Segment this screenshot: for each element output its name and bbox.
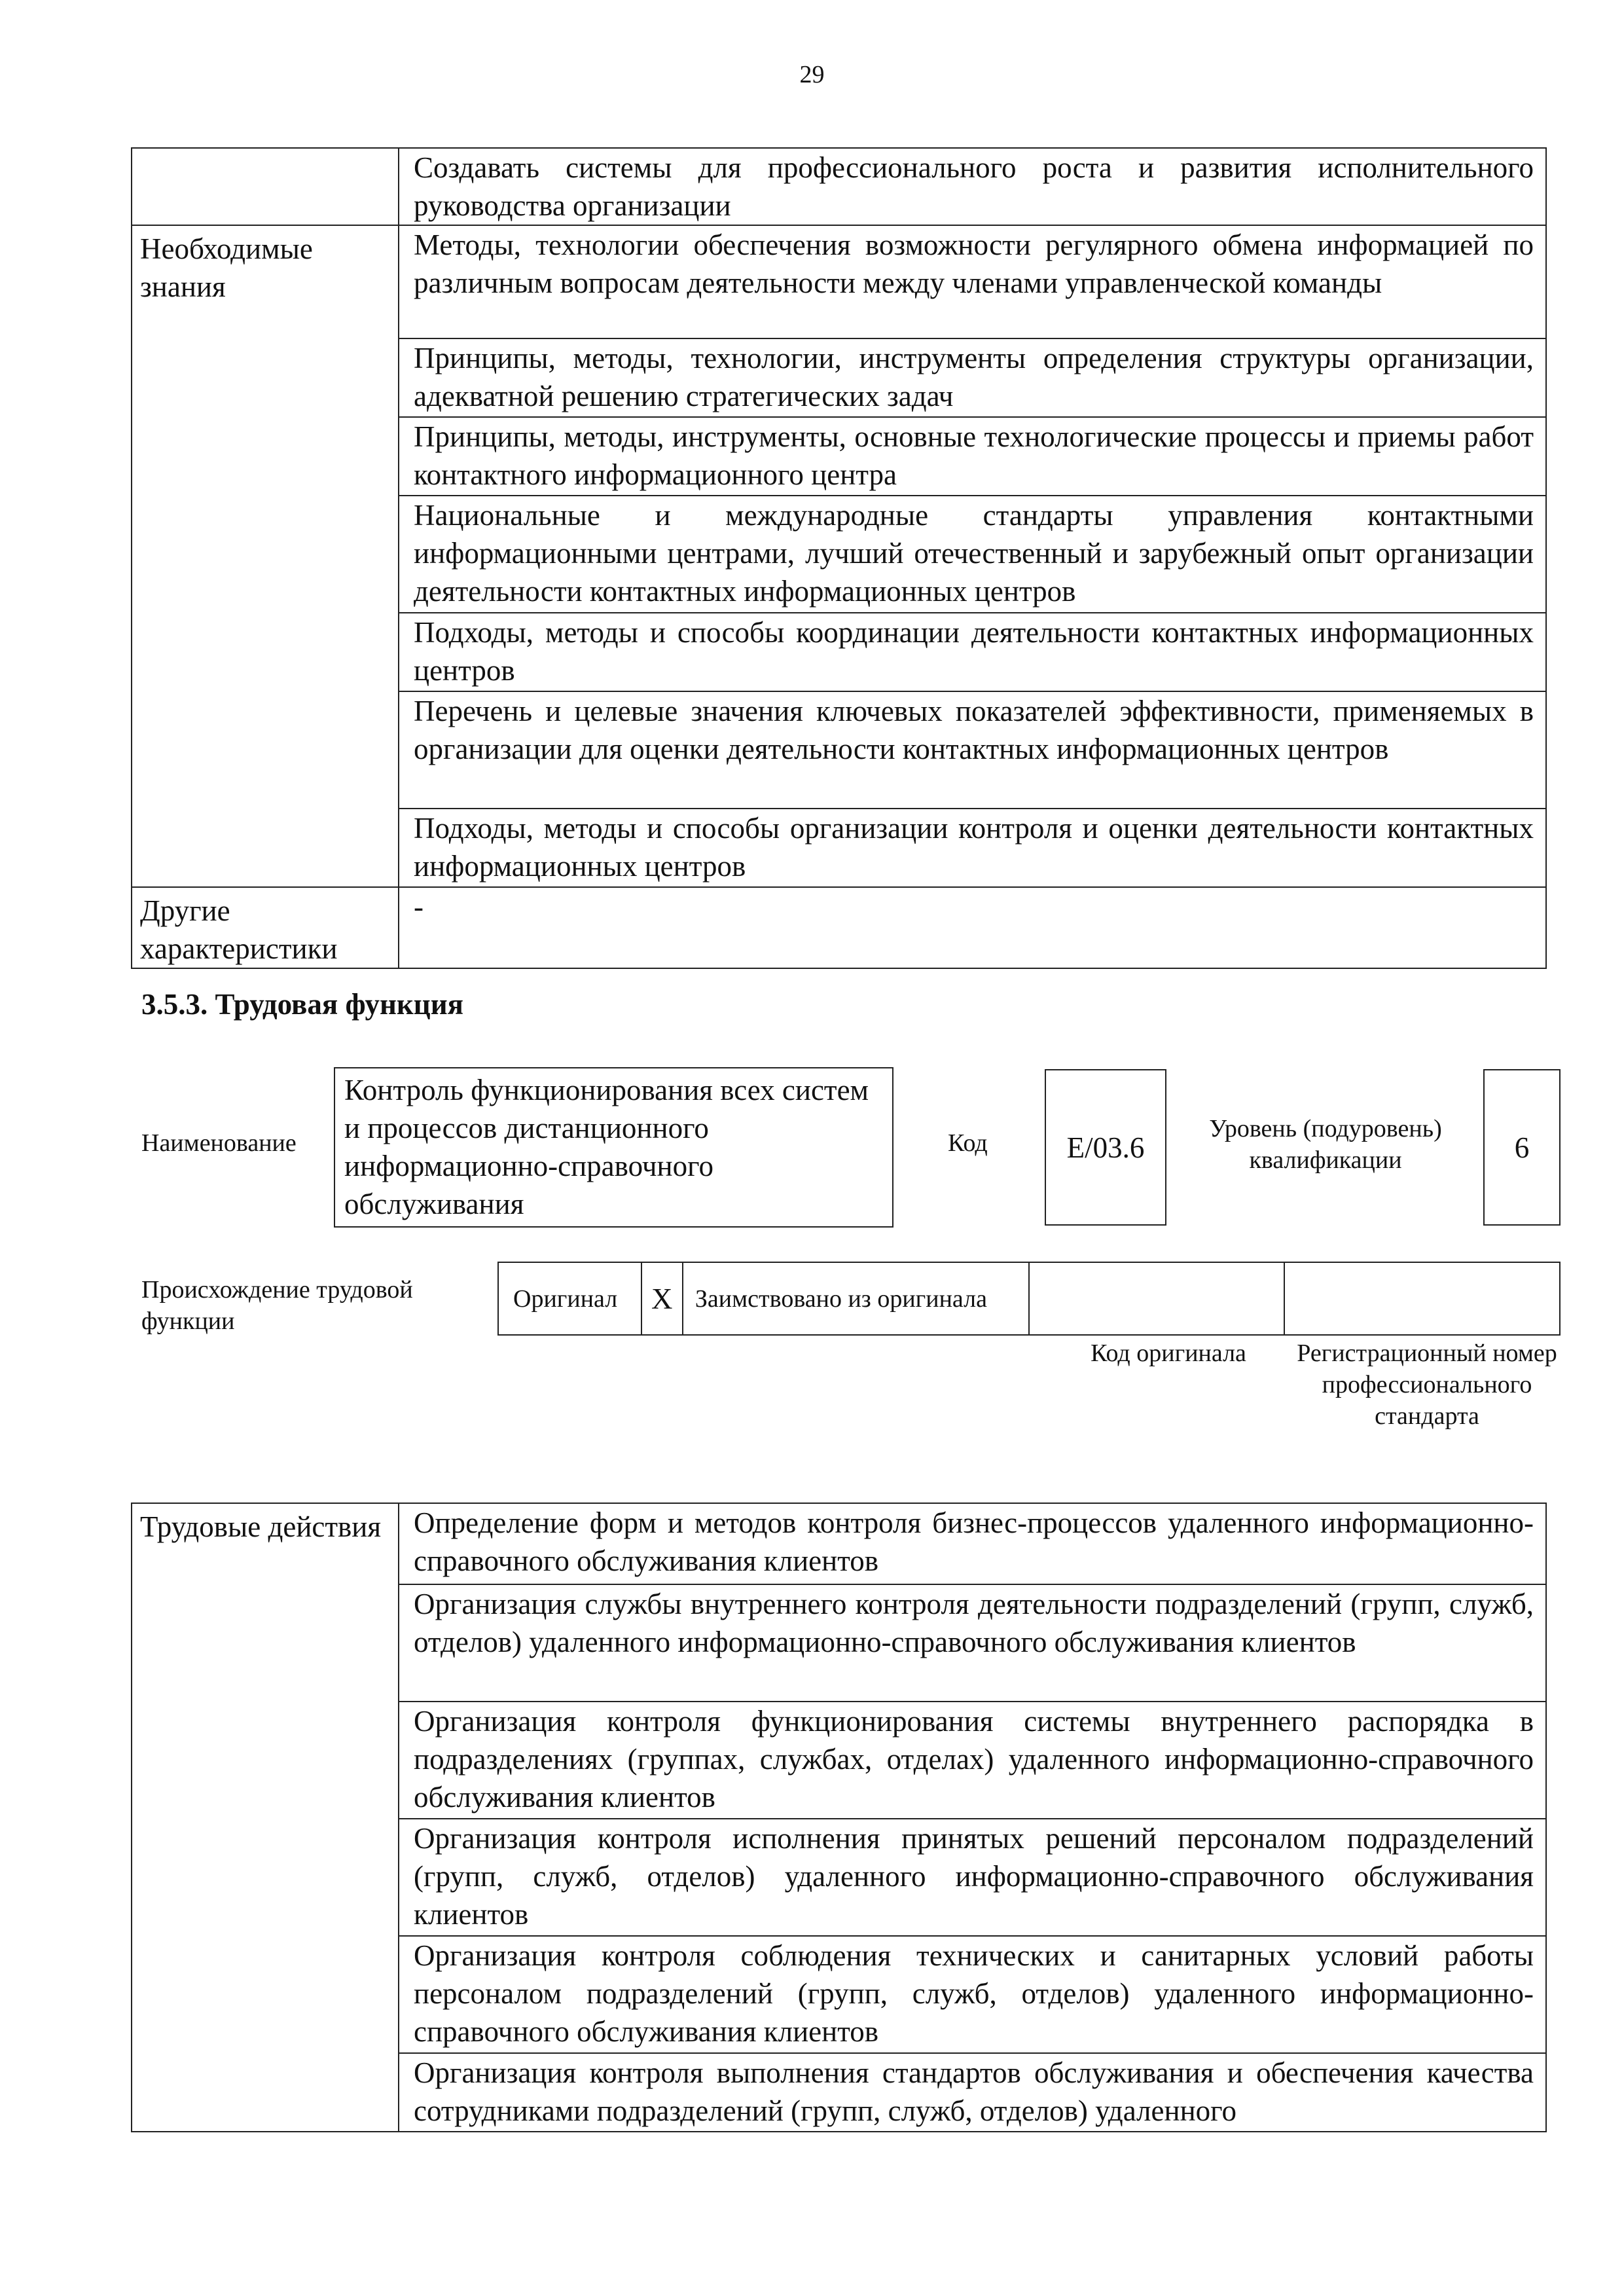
original-mark: X xyxy=(641,1262,683,1335)
row-label-empty xyxy=(132,148,399,225)
knowledge-item: Перечень и целевые значения ключевых показателей эффективности, применяемых в организации для оценки деятельности контактных информационных центров xyxy=(399,691,1546,809)
knowledge-item: Методы, технологии обеспечения возможности регулярного обмена информацией по различным вопросам деятельности между членами управленческой команды xyxy=(399,225,1546,338)
knowledge-item: Подходы, методы и способы организации контроля и оценки деятельности контактных информационных центров xyxy=(399,809,1546,887)
actions-table xyxy=(131,1503,1547,2132)
function-code-value: E/03.6 xyxy=(1045,1069,1166,1226)
page-number: 29 xyxy=(799,61,825,88)
borrowed-label: Заимствовано из оригинала xyxy=(683,1262,1029,1335)
action-item: Организация контроля функционирования системы внутреннего распорядка в подразделениях (группах, службах, отделах) удаленного информационно-справочного обслуживания клиентов xyxy=(399,1702,1546,1819)
level-value: 6 xyxy=(1483,1069,1561,1226)
row-label-other: Другие характеристики xyxy=(132,887,399,968)
row-label-knowledge: Необходимые знания xyxy=(132,225,399,887)
action-item: Организация контроля исполнения принятых решений персоналом подразделений (групп, служб, отделов) удаленного информационно-справочного обслуживания клиентов xyxy=(399,1819,1546,1936)
table-row xyxy=(132,225,1546,338)
origin-table xyxy=(497,1262,1561,1336)
table-row xyxy=(132,148,1546,225)
reg-number-label: Регистрационный номер профессионального стандарта xyxy=(1297,1339,1557,1430)
table-row xyxy=(132,1503,1546,1584)
table-row xyxy=(498,1262,1560,1335)
name-label: Наименование xyxy=(141,1129,297,1157)
knowledge-item: Принципы, методы, технологии, инструменты определения структуры организации, адекватной решению стратегических задач xyxy=(399,338,1546,417)
table-row xyxy=(132,887,1546,968)
function-name-value: Контроль функционирования всех систем и процессов дистанционного информационно-справочного обслуживания xyxy=(334,1067,893,1228)
code-original-cell xyxy=(1029,1262,1284,1335)
origin-label: Происхождение трудовой функции xyxy=(141,1276,413,1335)
section-heading: 3.5.3. Трудовая функция xyxy=(141,988,464,1021)
knowledge-table xyxy=(131,147,1547,969)
reg-number-cell xyxy=(1284,1262,1560,1335)
level-label: Уровень (подуровень) квалификации xyxy=(1209,1115,1442,1174)
other-characteristics-value: - xyxy=(399,887,1546,968)
action-item: Организация контроля соблюдения технических и санитарных условий работы персоналом подразделений (групп, служб, отделов) удаленного информационно-справочного обслуживания клиентов xyxy=(399,1936,1546,2053)
code-label: Код xyxy=(948,1129,988,1157)
knowledge-item: Национальные и международные стандарты управления контактными информационными центрами, лучший отечественный и зарубежный опыт организации деятельности контактных информационных центров xyxy=(399,496,1546,613)
knowledge-item: Подходы, методы и способы координации деятельности контактных информационных центров xyxy=(399,613,1546,691)
code-original-label: Код оригинала xyxy=(1091,1339,1246,1367)
row-label-actions: Трудовые действия xyxy=(132,1503,399,2132)
action-item: Определение форм и методов контроля бизнес-процессов удаленного информационно-справочного обслуживания клиентов xyxy=(399,1503,1546,1584)
skill-item: Создавать системы для профессионального роста и развития исполнительного руководства организации xyxy=(399,148,1546,225)
knowledge-item: Принципы, методы, инструменты, основные технологические процессы и приемы работ контактного информационного центра xyxy=(399,417,1546,496)
action-item: Организация контроля выполнения стандартов обслуживания и обеспечения качества сотрудниками подразделений (групп, служб, отделов) удаленного xyxy=(399,2053,1546,2132)
original-label: Оригинал xyxy=(498,1262,641,1335)
action-item: Организация службы внутреннего контроля деятельности подразделений (групп, служб, отделов) удаленного информационно-справочного обслуживания клиентов xyxy=(399,1584,1546,1702)
